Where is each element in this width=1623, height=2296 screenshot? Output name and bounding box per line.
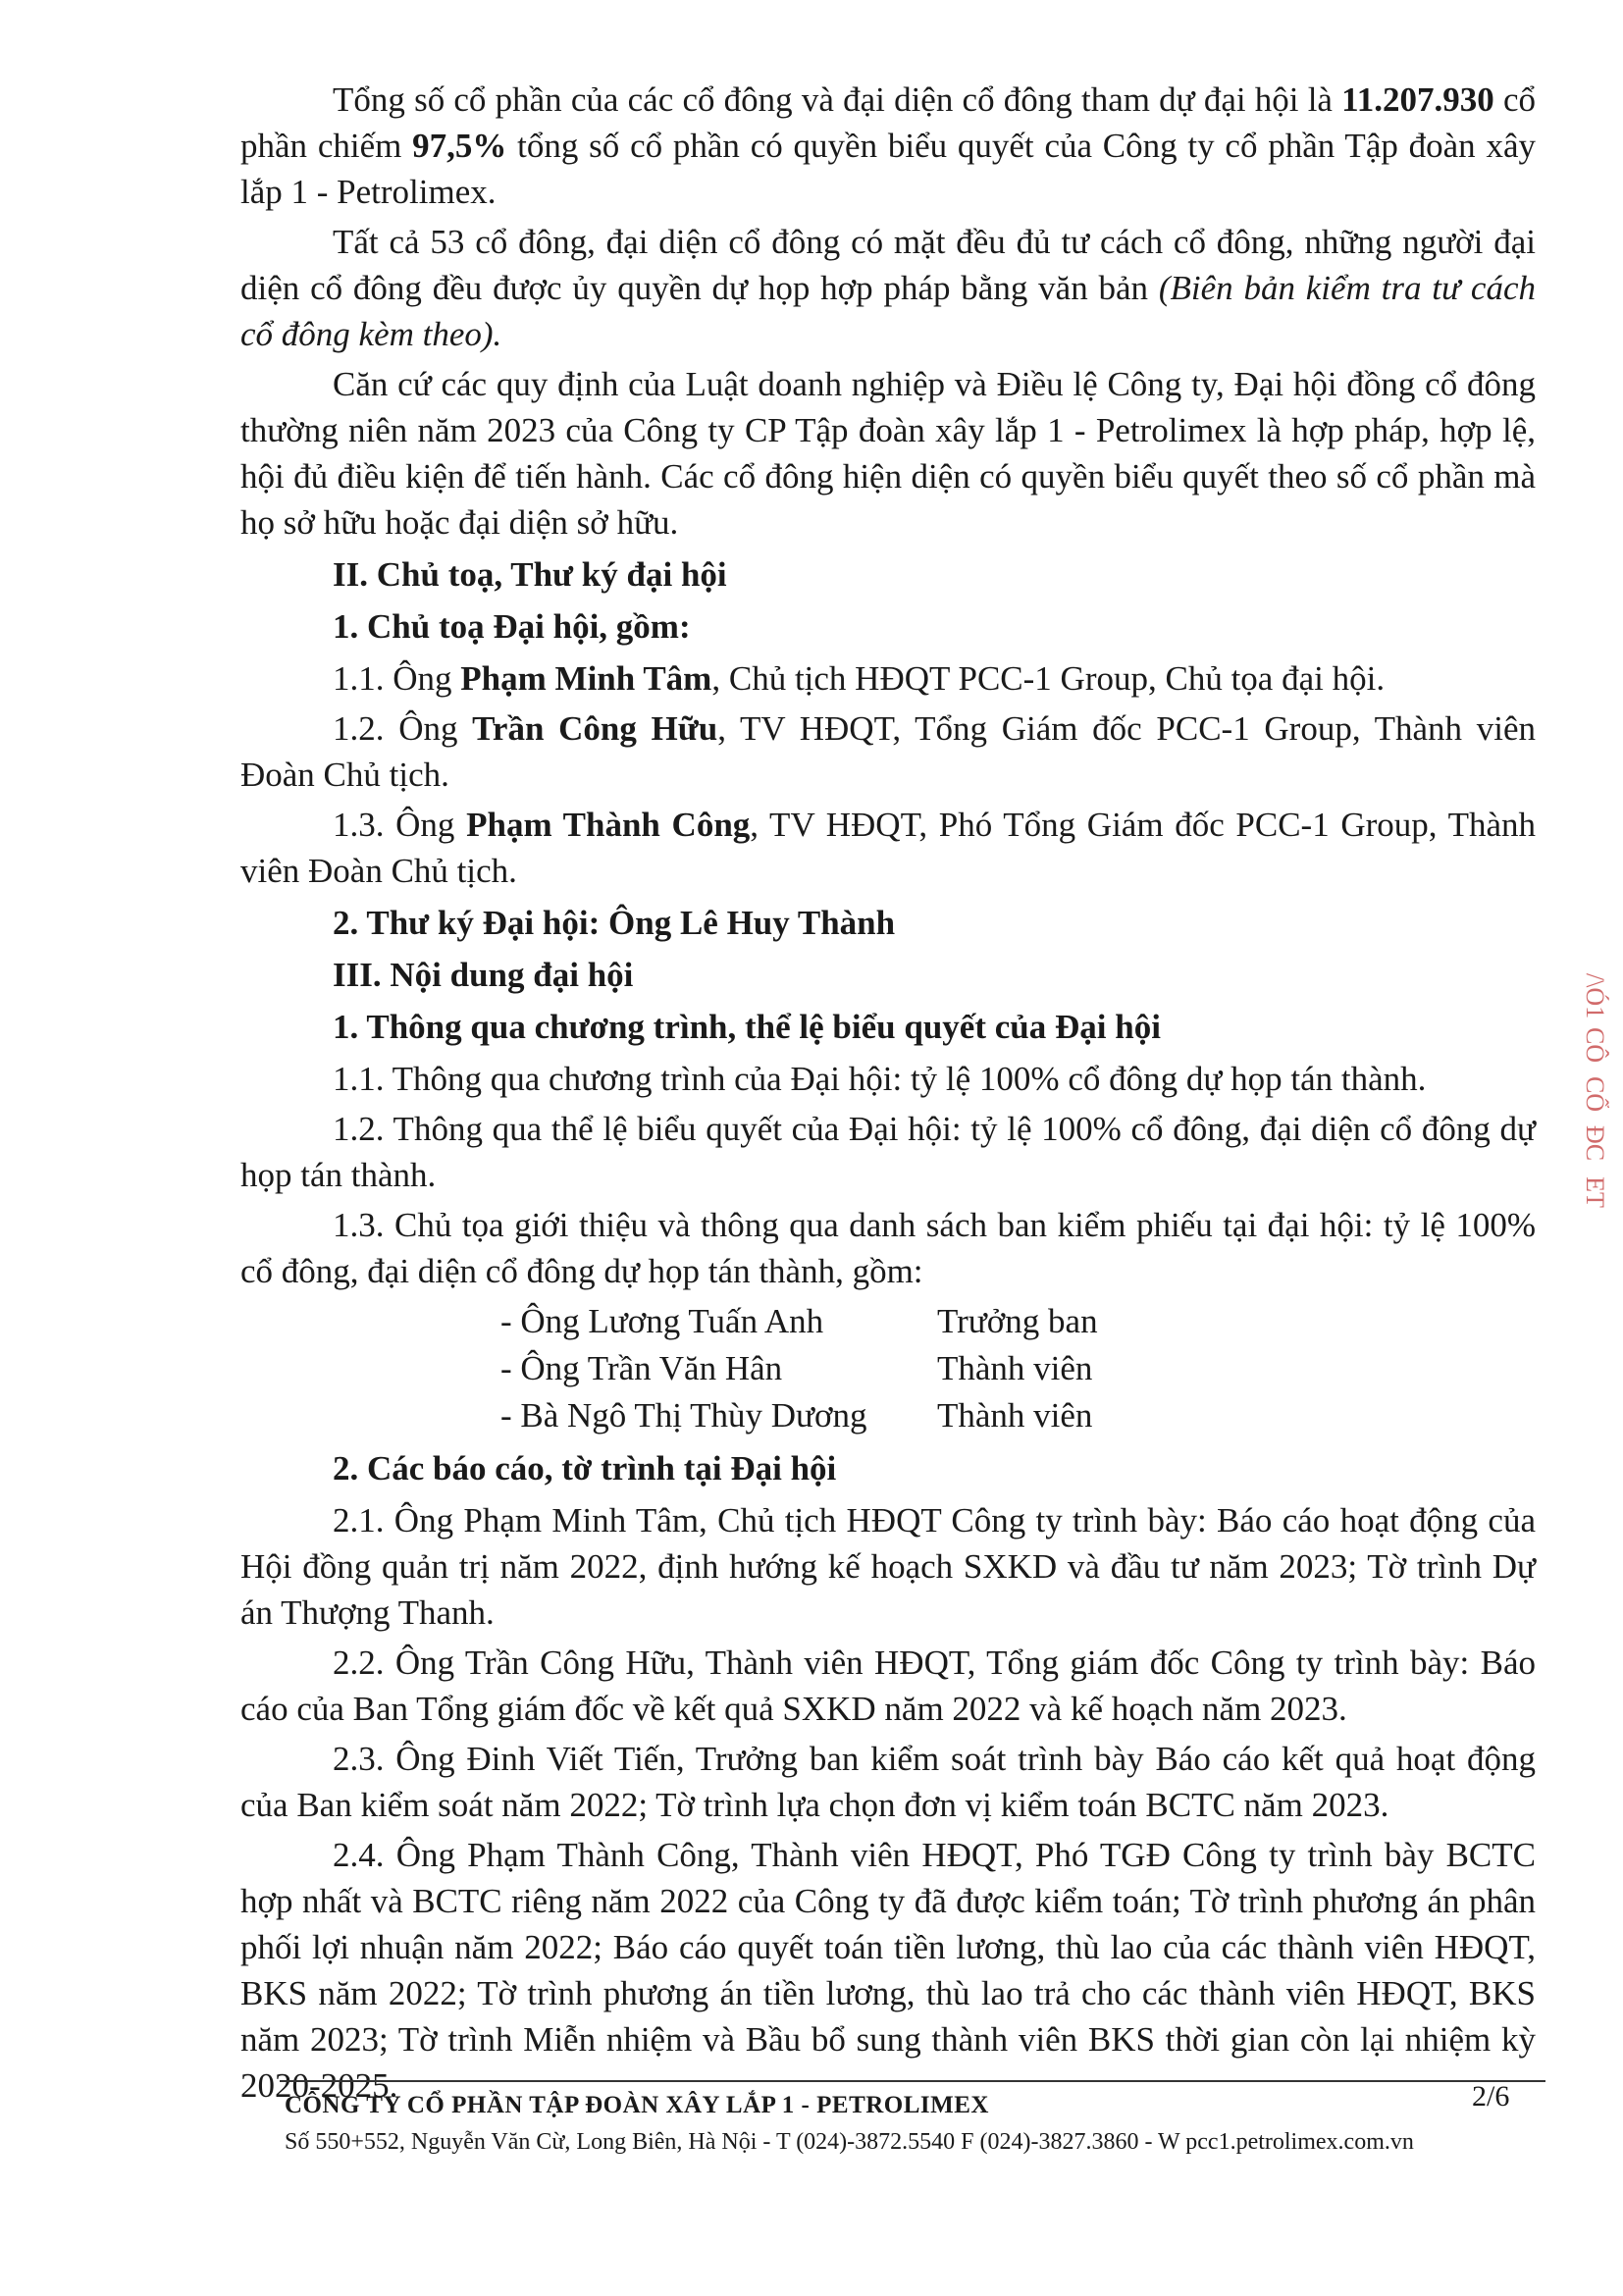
stamp-fragment: /\Ó1 CÔ CỔ ĐC ET xyxy=(1581,972,1609,1208)
section-iii-heading: III. Nội dung đại hội xyxy=(333,956,634,994)
list-item: - Bà Ngô Thị Thùy Dương Thành viên xyxy=(500,1396,1093,1435)
share-count: 11.207.930 xyxy=(1341,80,1494,119)
report-item-2-1: 2.1. Ông Phạm Minh Tâm, Chủ tịch HĐQT Công ty trình bày: Báo cáo hoạt động của Hội đồng quản trị năm 2022, định hướng kế hoạch SXKD và đầu tư năm 2023; Tờ trình Dự án Thượng Thanh. xyxy=(240,1501,1536,1632)
agenda-item-1-1: 1.1. Thông qua chương trình của Đại hội: tỷ lệ 100% cổ đông dự họp tán thành. xyxy=(333,1060,1427,1098)
paragraph-shares: Tổng số cổ phần của các cổ đông và đại diện cổ đông tham dự đại hội là 11.207.930 cổ phần chiếm 97,5% tổng số cổ phần có quyền biểu quyết của Công ty cổ phần Tập đoàn xây lắp 1 - Petrolimex. xyxy=(240,80,1536,211)
secretary-line: 2. Thư ký Đại hội: Ông Lê Huy Thành xyxy=(333,904,896,942)
footer-address: Số 550+552, Nguyễn Văn Cừ, Long Biên, Hà Nội - T (024)-3872.5540 F (024)-3827.3860 - W pcc1.petrolimex.com.vn xyxy=(285,2129,1414,2155)
list-item: - Ông Trần Văn Hân Thành viên xyxy=(500,1349,1093,1387)
report-item-2-4: 2.4. Ông Phạm Thành Công, Thành viên HĐQT, Phó TGĐ Công ty trình bày BCTC hợp nhất và BCTC riêng năm 2022 của Công ty đã được kiểm toán; Tờ trình phương án phân phối lợi nhuận năm 2022; Báo cáo quyết toán tiền lương, thù lao của các thành viên HĐQT, BKS năm 2022; Tờ trình phương án tiền lương, thù lao trả cho các thành viên HĐQT, BKS năm 2023; Tờ trình Miễn nhiệm và Bầu bổ sung thành viên BKS thời gian còn lại nhiệm kỳ 2020-2025. xyxy=(240,1836,1536,2105)
chair-item-1-3: 1.3. Ông Phạm Thành Công, TV HĐQT, Phó Tổng Giám đốc PCC-1 Group, Thành viên Đoàn Chủ tịch. xyxy=(240,806,1536,890)
page-number: 2/6 xyxy=(1472,2080,1510,2113)
reports-heading: 2. Các báo cáo, tờ trình tại Đại hội xyxy=(333,1449,837,1487)
agenda-item-1-3: 1.3. Chủ tọa giới thiệu và thông qua danh sách ban kiểm phiếu tại đại hội: tỷ lệ 100% cổ đông, đại diện cổ đông dự họp tán thành, gồm: xyxy=(240,1206,1536,1290)
agenda-item-1-2: 1.2. Thông qua thể lệ biểu quyết của Đại hội: tỷ lệ 100% cổ đông, đại diện cổ đông dự họp tán thành. xyxy=(240,1110,1536,1194)
footer-company-name: CÔNG TY CỔ PHẦN TẬP ĐOÀN XÂY LẮP 1 - PETROLIMEX xyxy=(285,2092,989,2118)
chair-item-1-1: 1.1. Ông Phạm Minh Tâm, Chủ tịch HĐQT PCC-1 Group, Chủ tọa đại hội. xyxy=(333,659,1386,698)
paragraph-legal-basis: Căn cứ các quy định của Luật doanh nghiệp và Điều lệ Công ty, Đại hội đồng cổ đông thường niên năm 2023 của Công ty CP Tập đoàn xây lắp 1 - Petrolimex là hợp pháp, hợp lệ, hội đủ điều kiện để tiến hành. Các cổ đông hiện diện có quyền biểu quyết theo số cổ phần mà họ sở hữu hoặc đại diện sở hữu. xyxy=(240,365,1536,542)
document-body xyxy=(240,77,1536,2113)
paragraph-shareholders: Tất cả 53 cổ đông, đại diện cổ đông có mặt đều đủ tư cách cổ đông, những người đại diện cổ đông đều được ủy quyền dự họp hợp pháp bằng văn bản (Biên bản kiểm tra tư cách cổ đông kèm theo). xyxy=(240,223,1537,353)
attached-note: (Biên bản kiểm tra tư cách cổ đông kèm theo). xyxy=(240,269,1537,353)
chair-heading: 1. Chủ toạ Đại hội, gồm: xyxy=(333,607,691,646)
agenda-heading: 1. Thông qua chương trình, thể lệ biểu quyết của Đại hội xyxy=(333,1008,1161,1046)
list-item: - Ông Lương Tuấn Anh Trưởng ban xyxy=(500,1302,1098,1340)
footer-divider xyxy=(280,2080,1545,2082)
report-item-2-3: 2.3. Ông Đinh Viết Tiến, Trưởng ban kiểm soát trình bày Báo cáo kết quả hoạt động của Ban kiểm soát năm 2022; Tờ trình lựa chọn đơn vị kiểm toán BCTC năm 2023. xyxy=(240,1740,1536,1824)
share-percent: 97,5% xyxy=(412,127,507,165)
chair-item-1-2: 1.2. Ông Trần Công Hữu, TV HĐQT, Tổng Giám đốc PCC-1 Group, Thành viên Đoàn Chủ tịch. xyxy=(240,709,1536,794)
report-item-2-2: 2.2. Ông Trần Công Hữu, Thành viên HĐQT, Tổng giám đốc Công ty trình bày: Báo cáo của Ban Tổng giám đốc về kết quả SXKD năm 2022 và kế hoạch năm 2023. xyxy=(240,1644,1536,1728)
vote-counting-committee xyxy=(240,1298,1536,1439)
section-ii-heading: II. Chủ toạ, Thư ký đại hội xyxy=(333,555,727,594)
secretary-name: Ông Lê Huy Thành xyxy=(608,904,896,942)
